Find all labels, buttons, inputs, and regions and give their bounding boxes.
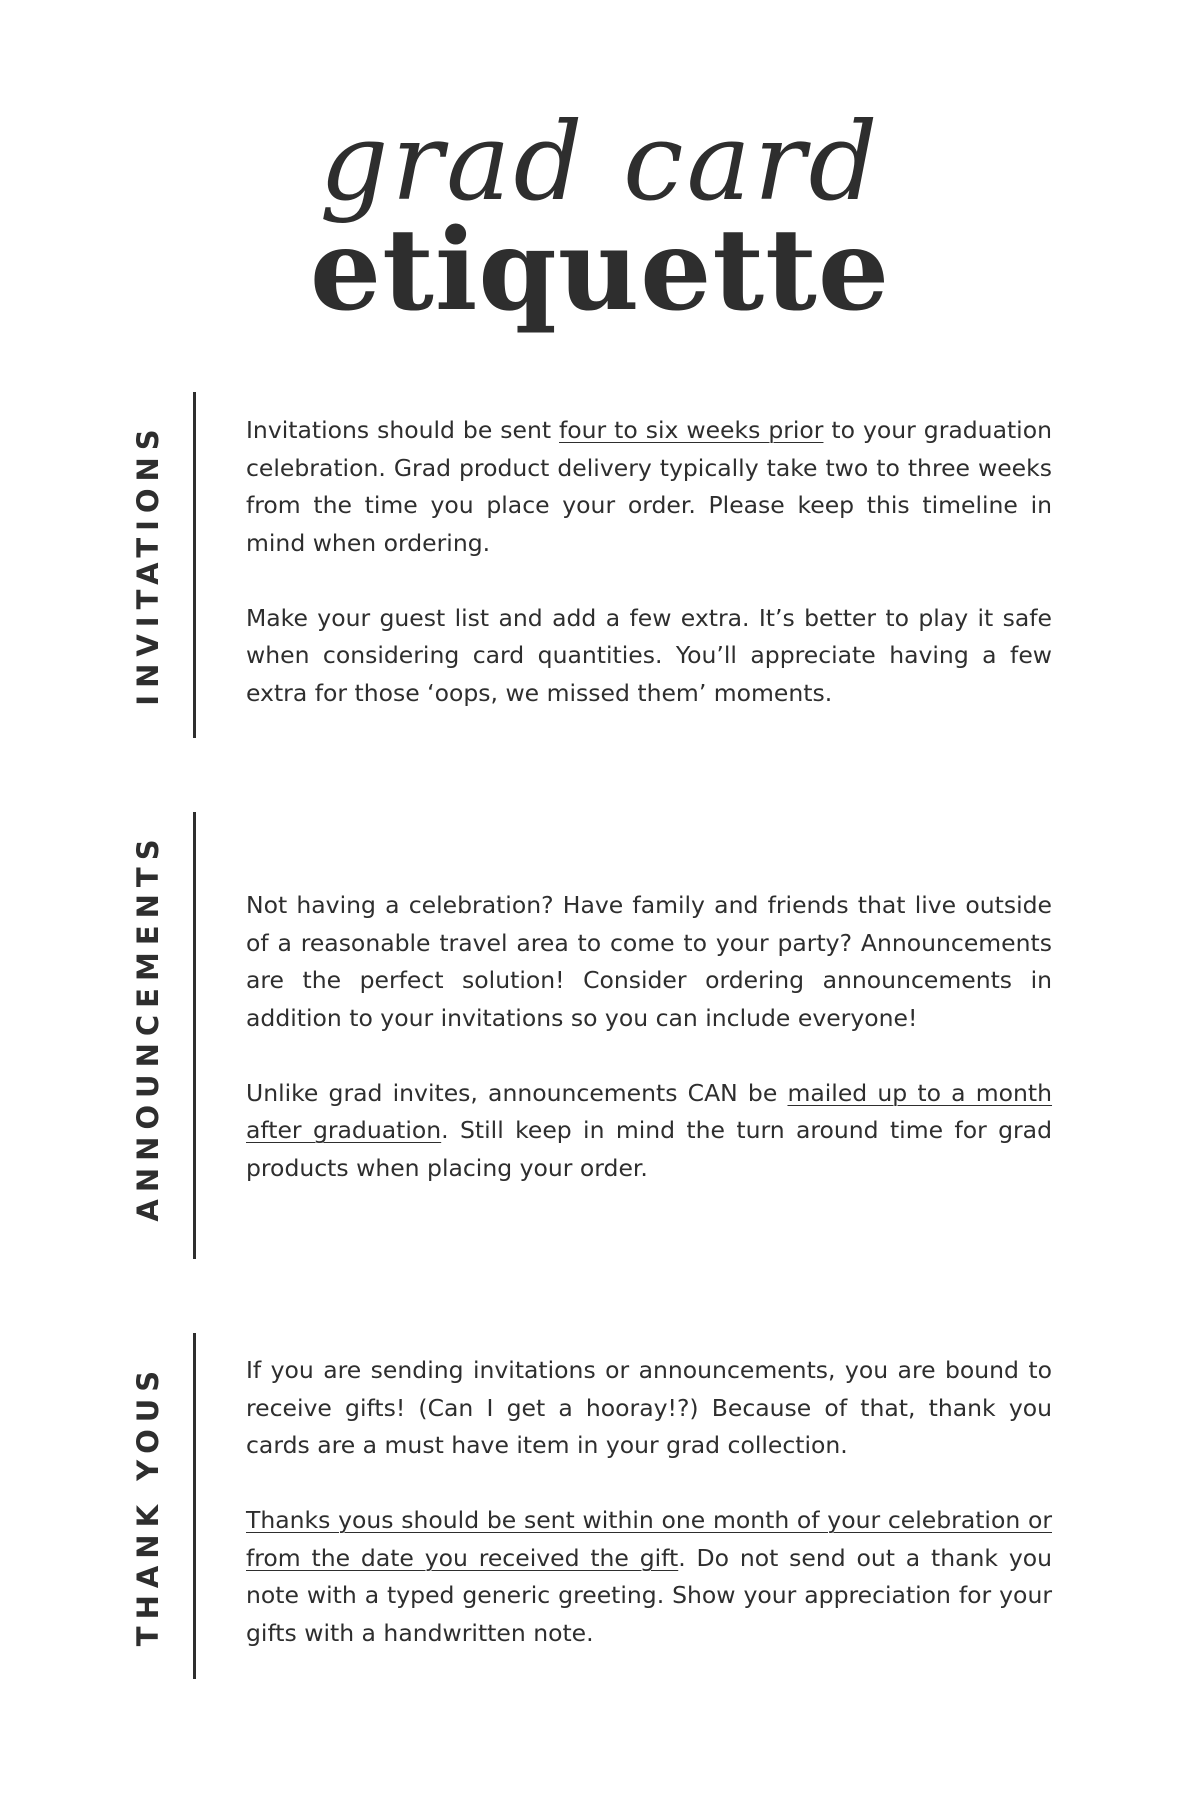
paragraph-text: Invitations should be sent [246,416,560,444]
section-label-announcements: ANNOUNCEMENTS [131,832,165,1222]
section-divider-line [193,812,196,1259]
paragraph [246,412,1052,562]
underlined-text: four to six weeks prior [559,416,824,444]
paragraph-text: to your graduation celebration. Grad product delivery typically take two to three weeks from the time you place your order. Please keep this timeline in mind when ordering. [246,416,1052,557]
section-label-thank-yous: THANK YOUS [131,1363,165,1647]
section-body-invitations [246,412,1052,712]
underlined-text: mailed up to a month after graduation [246,1078,1053,1144]
paragraph [246,1502,1052,1652]
section-announcements [0,812,1200,1259]
paragraph: If you are sending invitations or announcements, you are bound to receive gifts! (Can I get a hooray!?) Because of that, thank you cards are a must have item in your grad collection. [246,1356,1052,1459]
paragraph: Make your guest list and add a few extra. It’s better to play it safe when considering card quantities. You’ll appreciate having a few extra for those ‘oops, we missed them’ moments. [246,603,1052,707]
section-divider-line [193,1333,196,1679]
title-line-2: etiquette [309,205,891,336]
title-line-1: grad card [319,100,881,225]
section-invitations [0,392,1200,738]
section-label-invitations: INVITATIONS [131,422,165,706]
paragraph-text: . Do not send out a thank you note with a typed generic greeting. Show your appreciation for your gifts with a handwritten note. [246,1543,1052,1647]
section-body-announcements [246,887,1052,1187]
paragraph-text: . Still keep in mind the turn around time for grad products when placing your order. [246,1116,1052,1182]
paragraph: Not having a celebration? Have family and friends that live outside of a reasonable travel area to come to your party? Announcements are the perfect solution! Consider ordering announcements in addition to your invitations so you can include everyone! [246,891,1052,1032]
section-thank-yous [0,1333,1200,1679]
section-body-thank-yous [246,1352,1052,1652]
paragraph [246,1075,1052,1188]
underlined-text: Thanks yous should be sent within one month of your celebration or from the date you received the gift [246,1506,1052,1572]
paragraph-text: Unlike grad invites, announcements CAN be [246,1078,788,1107]
section-divider-line [193,392,196,738]
